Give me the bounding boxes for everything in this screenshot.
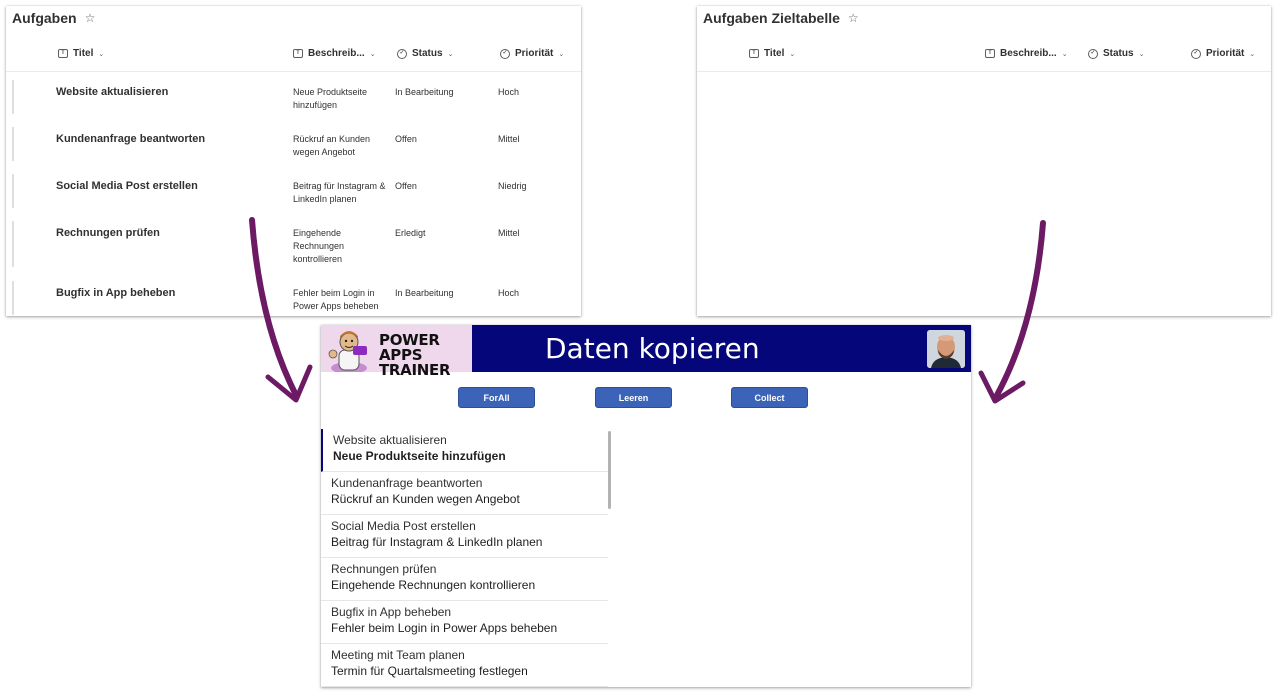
text-column-icon: T	[985, 49, 995, 58]
gallery-item-title: Kundenanfrage beantworten	[331, 476, 483, 490]
column-label: Titel	[764, 48, 785, 59]
column-header-beschreibung[interactable]	[985, 48, 1068, 59]
column-header-status[interactable]	[1088, 48, 1144, 59]
gallery-item[interactable]	[321, 644, 608, 687]
power-apps-trainer-logo	[321, 325, 472, 379]
text-column-icon: T	[58, 49, 68, 58]
gallery-item-subtitle: Beitrag für Instagram & LinkedIn planen	[331, 535, 543, 549]
column-label: Priorität	[1206, 48, 1245, 59]
column-header-status[interactable]	[397, 48, 453, 59]
cell-description: Eingehende Rechnungen kontrollieren	[293, 228, 345, 264]
cell-status: In Bearbeitung	[395, 87, 454, 97]
avatar[interactable]	[927, 330, 965, 368]
chevron-down-icon: ⌄	[558, 50, 565, 58]
gallery-item-subtitle: Termin für Quartalsmeeting festlegen	[331, 664, 528, 678]
choice-column-icon: ✓	[500, 49, 510, 59]
cell-description: Neue Produktseite hinzufügen	[293, 87, 368, 110]
cell-status: Offen	[395, 134, 417, 144]
chevron-down-icon: ⌄	[1138, 50, 1145, 58]
gallery-item[interactable]	[321, 429, 608, 472]
chevron-down-icon: ⌄	[447, 50, 454, 58]
cell-title[interactable]: Bugfix in App beheben	[56, 287, 176, 299]
cell-title[interactable]: Kundenanfrage beantworten	[56, 133, 206, 145]
column-header-titel[interactable]	[749, 48, 795, 59]
cell-priority: Hoch	[498, 288, 520, 298]
row-selector[interactable]	[12, 80, 14, 114]
gallery-item-subtitle: Neue Produktseite hinzufügen	[333, 449, 506, 463]
text-column-icon: T	[749, 49, 759, 58]
cell-priority: Mittel	[498, 228, 520, 238]
user-photo-icon	[927, 330, 965, 368]
gallery-item-title: Bugfix in App beheben	[331, 605, 452, 619]
cell-status: In Bearbeitung	[395, 288, 454, 298]
star-icon[interactable]: ☆	[84, 11, 96, 25]
choice-column-icon: ✓	[397, 49, 407, 59]
choice-column-icon: ✓	[1088, 49, 1098, 59]
source-list-title-text: Aufgaben	[12, 10, 77, 26]
cell-status: Erledigt	[395, 228, 426, 238]
column-label: Status	[1103, 48, 1134, 59]
cell-priority: Hoch	[498, 87, 520, 97]
gallery-item-title: Website aktualisieren	[333, 433, 447, 447]
column-label: Priorität	[515, 48, 554, 59]
gallery-item-subtitle: Rückruf an Kunden wegen Angebot	[331, 492, 520, 506]
mascot-icon	[325, 328, 375, 372]
arrow-right-icon	[975, 215, 1055, 410]
gallery-item-subtitle: Eingehende Rechnungen kontrollieren	[331, 578, 536, 592]
chevron-down-icon: ⌄	[98, 50, 105, 58]
cell-title[interactable]: Social Media Post erstellen	[56, 180, 198, 192]
header-divider	[6, 71, 581, 72]
cell-priority: Niedrig	[498, 181, 527, 191]
app-header	[321, 325, 971, 379]
star-icon[interactable]: ☆	[847, 11, 859, 25]
choice-column-icon: ✓	[1191, 49, 1201, 59]
cell-title[interactable]: Rechnungen prüfen	[56, 227, 160, 239]
column-header-prioritaet[interactable]	[1191, 48, 1255, 59]
cell-priority: Mittel	[498, 134, 520, 144]
gallery-item-title: Meeting mit Team planen	[331, 648, 465, 662]
row-selector[interactable]	[12, 127, 14, 161]
gallery-item-title: Social Media Post erstellen	[331, 519, 476, 533]
cell-title[interactable]: Website aktualisieren	[56, 86, 169, 98]
text-column-icon: T	[293, 49, 303, 58]
collect-button[interactable]: Collect	[731, 387, 808, 408]
arrow-left-icon	[240, 215, 320, 410]
gallery-item[interactable]	[321, 558, 608, 601]
chevron-down-icon: ⌄	[1061, 50, 1068, 58]
gallery-item-subtitle: Fehler beim Login in Power Apps beheben	[331, 621, 558, 635]
chevron-down-icon: ⌄	[369, 50, 376, 58]
logo-line-1: POWER APPS	[379, 331, 440, 364]
chevron-down-icon: ⌄	[789, 50, 796, 58]
cell-description: Fehler beim Login in Power Apps beheben	[293, 288, 379, 311]
target-list-title-text: Aufgaben Zieltabelle	[703, 10, 840, 26]
chevron-down-icon: ⌄	[1249, 50, 1256, 58]
power-app-screen	[321, 325, 971, 687]
target-list-title	[703, 10, 859, 26]
row-selector[interactable]	[12, 281, 14, 315]
column-label: Beschreib...	[1000, 48, 1057, 59]
gallery-item-title: Rechnungen prüfen	[331, 562, 437, 576]
column-label: Titel	[73, 48, 94, 59]
forall-button[interactable]: ForAll	[458, 387, 535, 408]
column-header-beschreibung[interactable]	[293, 48, 376, 59]
gallery-item[interactable]	[321, 515, 608, 558]
column-label: Status	[412, 48, 443, 59]
column-header-prioritaet[interactable]	[500, 48, 564, 59]
gallery-item[interactable]	[321, 601, 608, 644]
logo-line-2: TRAINER	[379, 361, 451, 379]
cell-status: Offen	[395, 181, 417, 191]
gallery-item[interactable]	[321, 472, 608, 515]
gallery-scrollbar[interactable]	[608, 431, 611, 509]
column-header-titel[interactable]	[58, 48, 104, 59]
tasks-gallery[interactable]	[321, 429, 611, 687]
header-divider	[697, 71, 1271, 72]
row-selector[interactable]	[12, 174, 14, 208]
leeren-button[interactable]: Leeren	[595, 387, 672, 408]
logo-text	[379, 333, 472, 378]
cell-description: Beitrag für Instagram & LinkedIn planen	[293, 181, 386, 204]
app-title: Daten kopieren	[545, 332, 760, 365]
column-label: Beschreib...	[308, 48, 365, 59]
cell-description: Rückruf an Kunden wegen Angebot	[293, 134, 371, 157]
source-list-title	[12, 10, 95, 26]
row-selector[interactable]	[12, 221, 14, 267]
